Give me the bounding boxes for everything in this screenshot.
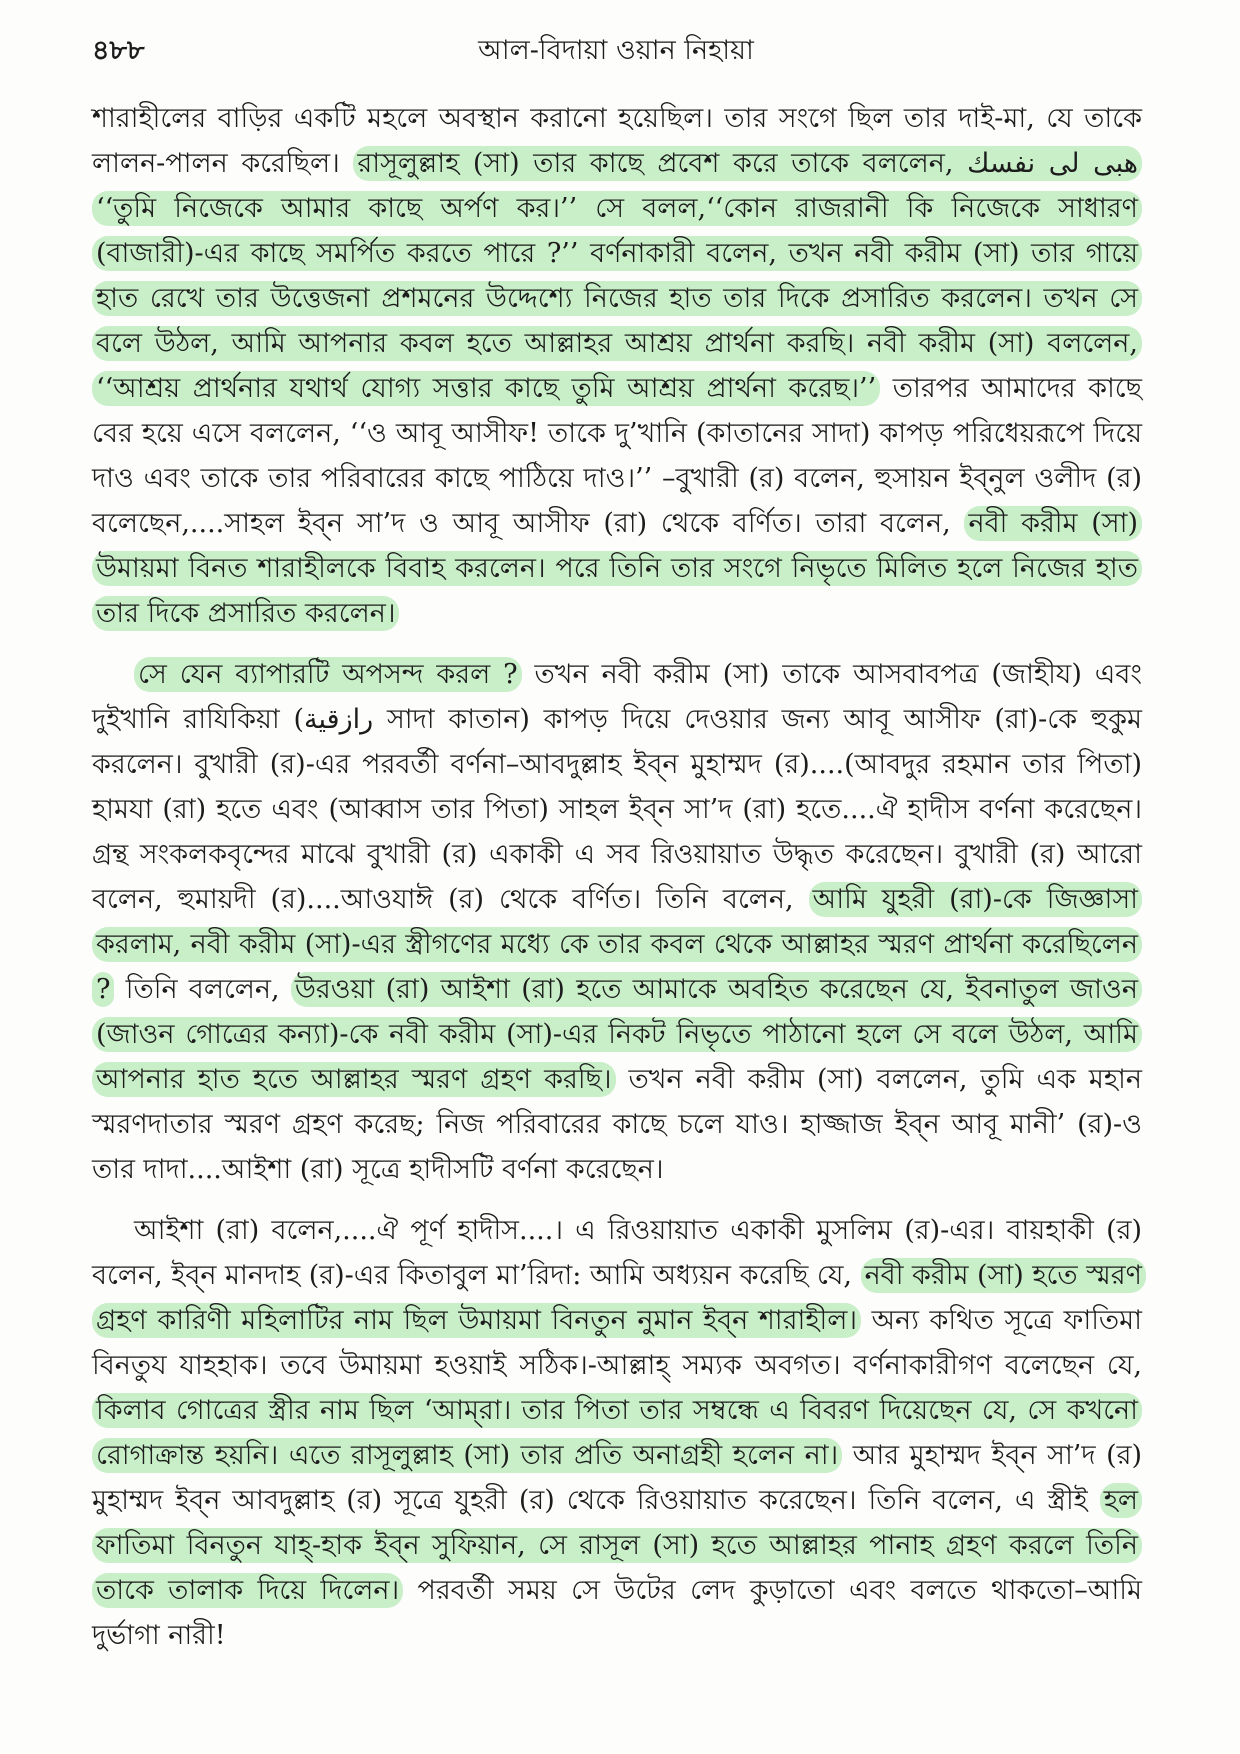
highlighted-passage: নবী করীম (সা) উমায়মা বিনত শারাহীলকে বিবাহ করলেন। পরে তিনি তার সংগে নিভৃতে মিলিত হলে নিজের হাত তার দিকে প্রসারিত করলেন। xyxy=(92,506,1142,631)
text-segment: তিনি বললেন, xyxy=(114,974,291,1005)
paragraph-1 xyxy=(92,96,1142,636)
paragraph-3 xyxy=(92,1208,1142,1658)
text-segment: তারপর আমাদের কাছে বের হয়ে এসে বললেন, ‘‘ও আবূ আসীফ! তাকে দু’খানি (কাতানের সাদা) কাপড় পরিধেয়রূপে দিয়ে দাও এবং তাকে তার পরিবারের কাছে পাঠিয়ে দাও।’’ –বুখারী (র) বলেন, হুসায়ন ইব্‌নুল ওলীদ (র) বলেছেন,....সাহল ইব্‌ন সা’দ ও আবূ আসীফ (রা) থেকে বর্ণিত। তারা বলেন, xyxy=(92,373,1142,539)
text-segment: শারাহীলের বাড়ির একটি মহলে অবস্থান করানো হয়েছিল। তার সংগে ছিল তার দাই-মা, যে তাকে লালন-পালন করেছিল। xyxy=(92,103,1142,179)
highlighted-passage: কিলাব গোত্রের স্ত্রীর নাম ছিল ‘আম্‌রা। তার পিতা তার সম্বন্ধে এ বিবরণ দিয়েছেন যে, সে কখনো রোগাক্রান্ত হয়নি। এতে রাসূলুল্লাহ (সা) তার প্রতি অনাগ্রহী হলেন না। xyxy=(92,1393,1142,1473)
text-segment: তখন নবী করীম (সা) বললেন, তুমি এক মহান স্মরণদাতার স্মরণ গ্রহণ করেছ; নিজ পরিবারের কাছে চলে যাও। হাজ্জাজ ইব্‌ন আবূ মানী’ (র)-ও তার দাদা....আইশা (রা) সূত্রে হাদীসটি বর্ণনা করেছেন। xyxy=(92,1064,1142,1185)
text-segment: আইশা (রা) বলেন,....ঐ পূর্ণ হাদীস....। এ রিওয়ায়াত একাকী মুসলিম (র)-এর। বায়হাকী (র) বলেন, ইব্‌ন মানদাহ (র)-এর কিতাবুল মা’রিদা: আমি অধ্যয়ন করেছি যে, xyxy=(92,1215,1142,1291)
highlighted-passage: সে যেন ব্যাপারটি অপসন্দ করল ? xyxy=(134,657,522,692)
highlighted-passage: রাসূলুল্লাহ (সা) তার কাছে প্রবেশ করে তাকে বললেন, هبى لى نفسك ‘‘তুমি নিজেকে আমার কাছে অর্পণ কর।’’ সে বলল,‘‘কোন রাজরানী কি নিজেকে সাধারণ (বাজারী)-এর কাছে সমর্পিত করতে পারে ?’’ বর্ণনাকারী বলেন, তখন নবী করীম (সা) তার গায়ে হাত রেখে তার উত্তেজনা প্রশমনের উদ্দেশ্যে নিজের হাত তার দিকে প্রসারিত করলেন। তখন সে বলে উঠল, আমি আপনার কবল হতে আল্লাহর আশ্রয় প্রার্থনা করছি। নবী করীম (সা) বললেন, ‘‘আশ্রয় প্রার্থনার যথার্থ যোগ্য সত্তার কাছে তুমি আশ্রয় প্রার্থনা করেছ।’’ xyxy=(92,146,1142,406)
text-segment: পরবর্তী সময় সে উটের লেদ কুড়াতো এবং বলতে থাকতো–আমি দুর্ভাগা নারী! xyxy=(92,1575,1142,1651)
highlighted-passage: আমি যুহরী (রা)-কে জিজ্ঞাসা করলাম, নবী করীম (সা)-এর স্ত্রীগণের মধ্যে কে তার কবল থেকে আল্লাহর স্মরণ প্রার্থনা করেছিলেন ? xyxy=(92,882,1142,1007)
highlighted-passage: নবী করীম (সা) হতে স্মরণ গ্রহণ কারিণী মহিলাটির নাম ছিল উমায়মা বিনতুন নুমান ইব্‌ন শারাহীল। xyxy=(92,1258,1146,1338)
text-segment: তখন নবী করীম (সা) তাকে আসবাবপত্র (জাহীয) এবং দুইখানি রাযিকিয়া (رازقية সাদা কাতান) কাপড় দিয়ে দেওয়ার জন্য আবূ আসীফ (রা)-কে হুকুম করলেন। বুখারী (র)-এর পরবর্তী বর্ণনা–আবদুল্লাহ ইব্‌ন মুহাম্মদ (র)....(আবদুর রহমান তার পিতা) হামযা (রা) হতে এবং (আব্বাস তার পিতা) সাহল ইব্‌ন সা’দ (রা) হতে....ঐ হাদীস বর্ণনা করেছেন। গ্রন্থ সংকলকবৃন্দের মাঝে বুখারী (র) একাকী এ সব রিওয়ায়াত উদ্ধৃত করেছেন। বুখারী (র) আরো বলেন, হুমায়দী (র)....আওযাঈ (র) থেকে বর্ণিত। তিনি বলেন, xyxy=(92,659,1142,915)
page-header xyxy=(92,26,1140,74)
page-number: ৪৮৮ xyxy=(92,35,145,66)
highlighted-passage: উরওয়া (রা) আইশা (রা) হতে আমাকে অবহিত করেছেন যে, ইবনাতুল জাওন (জাওন গোত্রের কন্যা)-কে নবী করীম (সা)-এর নিকট নিভৃতে পাঠানো হলে সে বলে উঠল, আমি আপনার হাত হতে আল্লাহর স্মরণ গ্রহণ করছি। xyxy=(92,972,1142,1097)
text-segment: অন্য কথিত সূত্রে ফাতিমা বিনতুয যাহহাক। তবে উমায়মা হওয়াই সঠিক।-আল্লাহ্ সম্যক অবগত। বর্ণনাকারীগণ বলেছেন যে, xyxy=(92,1305,1142,1381)
text-segment: আর মুহাম্মদ ইব্‌ন সা’দ (র) মুহাম্মদ ইব্‌ন আবদুল্লাহ (র) সূত্রে যুহরী (র) থেকে রিওয়ায়াত করেছেন। তিনি বলেন, এ স্ত্রীই xyxy=(92,1440,1142,1516)
body-text xyxy=(92,96,1142,1658)
paragraph-2 xyxy=(92,652,1142,1192)
running-title: আল-বিদায়া ওয়ান নিহায়া xyxy=(478,35,754,66)
highlighted-passage: হল ফাতিমা বিনতুন যাহ্‌-হাক ইব্‌ন সুফিয়ান, সে রাসূল (সা) হতে আল্লাহর পানাহ গ্রহণ করলে তিনি তাকে তালাক দিয়ে দিলেন। xyxy=(92,1483,1142,1608)
